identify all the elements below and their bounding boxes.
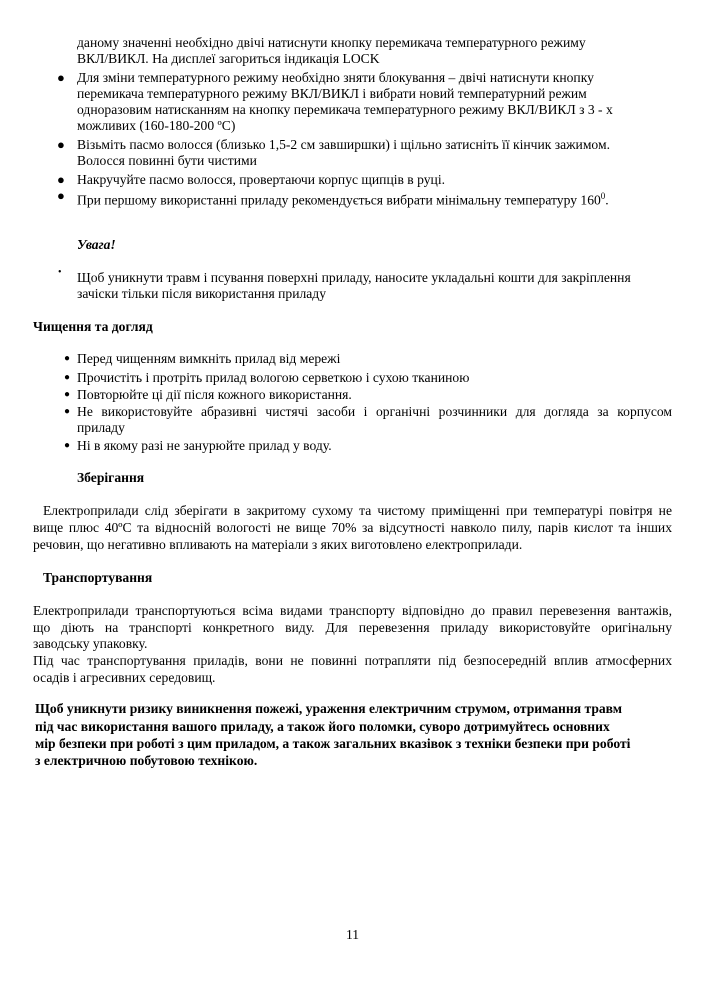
list-item-text: одноразовим натисканням на кнопку перемикача температурного режиму ВКЛ/ВИКЛ з 3 - х [77, 102, 613, 117]
list-continuation-line-2: ВКЛ/ВИКЛ. На дисплеї загориться індикація LOCK [77, 51, 380, 66]
safety-notice-line-3: мір безпеки при роботі з цим приладом, а також загальних вказівок з техніки безпеки при роботі [35, 736, 631, 751]
list-item-text: можливих (160-180-200 ºС) [77, 118, 236, 133]
safety-notice-line-2: під час використання вашого приладу, а також його поломки, суворо дотримуйтесь основних [35, 719, 610, 734]
bullet-icon: ● [57, 70, 65, 85]
cleaning-heading: Чищення та догляд [33, 319, 153, 334]
warning-title: Увага! [77, 237, 116, 252]
storage-heading: Зберігання [77, 470, 145, 485]
bullet-icon: ● [57, 137, 65, 152]
bullet-icon: ● [57, 188, 65, 203]
list-item-text: Для зміни температурного режиму необхідно зняти блокування – двічі натиснути кнопку [77, 70, 594, 85]
bullet-icon: ● [57, 172, 65, 187]
cleaning-item: Повторюйте ці дії після кожного використання. [77, 387, 352, 402]
safety-notice-line-4: з електричною побутовою технікою. [35, 753, 258, 768]
warning-text-line-2: зачіски тільки після використання приладу [77, 286, 327, 301]
transport-text-line-4: Під час транспортування приладів, вони не повинні потрапляти під безпосередній вплив атмосферних [33, 653, 672, 668]
list-item-text: Накручуйте пасмо волосся, провертаючи корпус щипців в руці. [77, 172, 445, 187]
warning-text-line-1: Щоб уникнути травм і псування поверхні приладу, наносите укладальні кошти для закріплення [77, 270, 631, 285]
cleaning-item: Перед чищенням вимкніть прилад від мережі [77, 351, 341, 366]
storage-text-line-3: речовин, що негативно впливають на матеріали з яких виготовлено електроприлади. [33, 537, 523, 552]
bullet-icon: • [58, 267, 62, 278]
cleaning-item: Ні в якому разі не занурюйте прилад у воду. [77, 438, 332, 453]
bullet-icon: ● [64, 440, 71, 451]
storage-text-line-1: Електроприлади слід зберігати в закритому сухому та чистому приміщенні при температурі повітря не [43, 503, 672, 518]
bullet-icon: ● [64, 353, 71, 364]
list-item-text: Волосся повинні бути чистими [77, 153, 257, 168]
safety-notice-line-1: Щоб уникнути ризику виникнення пожежі, ураження електричним струмом, отримання травм [35, 701, 623, 716]
bullet-icon: ● [64, 372, 71, 383]
transport-text-line-1: Електроприлади транспортуються всіма видами транспорту відповідно до правил перевезення вантажів, [33, 603, 672, 618]
page-number: 11 [346, 927, 360, 942]
cleaning-item: Не використовуйте абразивні чистячі засоби і органічні розчинники для догляда за корпусом [77, 404, 672, 419]
transport-text-line-3: заводську упаковку. [33, 636, 148, 651]
list-item-text: При першому використанні приладу рекомендується вибрати мінімальну температуру $160^0$. [77, 191, 609, 208]
list-item-text: перемикача температурного режиму ВКЛ/ВИКЛ і вибрати новий температурний режим [77, 86, 587, 101]
list-item-text: Візьміть пасмо волосся (близько 1,5-2 см завширшки) і щільно затисніть її кінчик зажимом. [77, 137, 610, 152]
bullet-icon: ● [64, 406, 71, 417]
storage-text-line-2: вище плюс 40ºС та відносній вологості не вище 70% за відсутності навколо пилу, парів кислот та інших [33, 520, 672, 535]
transport-text-line-2: що діють на транспорті конкретного виду. Для перевезення приладу використовуйте оригінальну [33, 620, 672, 635]
transport-heading: Транспортування [43, 570, 153, 585]
cleaning-item-continuation: приладу [77, 420, 125, 435]
bullet-icon: ● [64, 389, 71, 400]
transport-text-line-5: осадів і агресивних середовищ. [33, 670, 216, 685]
list-continuation-line-1: даному значенні необхідно двічі натиснути кнопку перемикача температурного режиму [77, 35, 586, 50]
cleaning-item: Прочистіть і протріть прилад вологою серветкою і сухою тканиною [77, 370, 470, 385]
